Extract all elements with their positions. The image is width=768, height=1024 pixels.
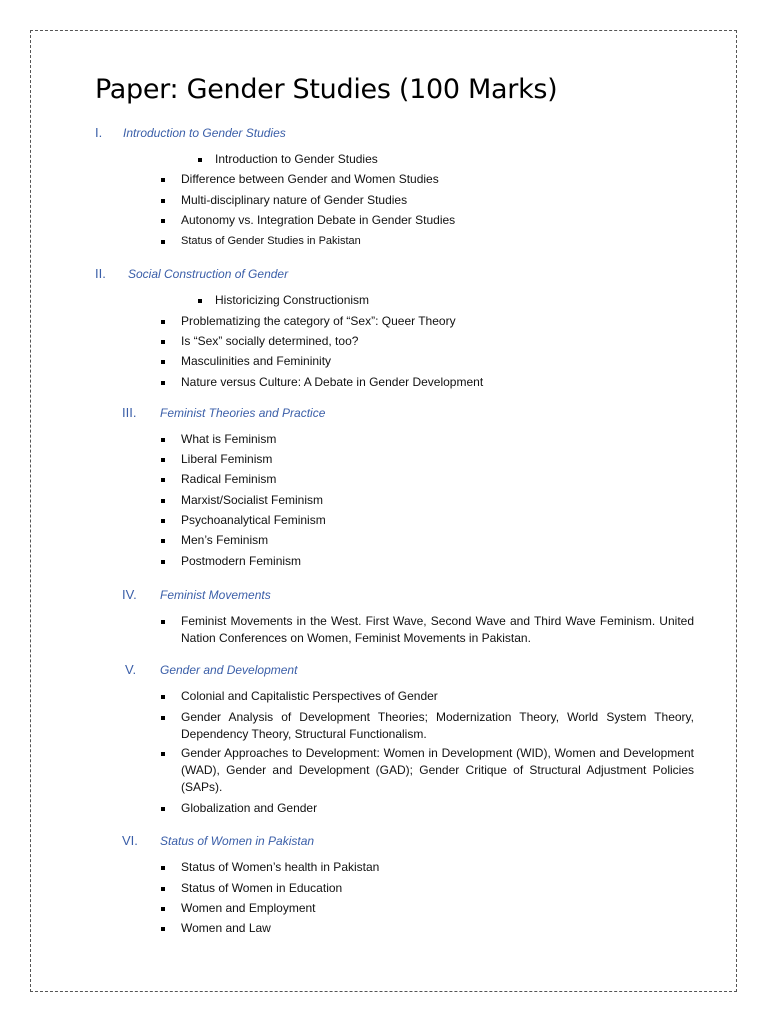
- list-item-text: Women and Law: [181, 921, 271, 935]
- bullet-icon: [161, 866, 165, 870]
- section-title: Introduction to Gender Studies: [123, 126, 286, 140]
- bullet-icon: [161, 807, 165, 811]
- list-item-text: Autonomy vs. Integration Debate in Gender Studies: [181, 213, 456, 227]
- section-title: Status of Women in Pakistan: [160, 834, 315, 848]
- list-item-text: Gender Approaches to Development: Women in Development (WID), Women and Development (WAD), Gender and Development (GAD); Gender Critique of Structural Adjustment Policies (SAPs).: [181, 746, 694, 794]
- list-item-text: Postmodern Feminism: [181, 554, 302, 568]
- section-title: Feminist Movements: [160, 588, 271, 602]
- bullet-icon: [161, 716, 165, 720]
- list-item-text: Historicizing Constructionism: [215, 293, 370, 307]
- bullet-icon: [161, 240, 165, 244]
- bullet-icon: [161, 907, 165, 911]
- list-item-text: Introduction to Gender Studies: [215, 152, 378, 166]
- bullet-icon: [161, 219, 165, 223]
- list-item-text: Nature versus Culture: A Debate in Gender Development: [181, 375, 484, 389]
- list-item-text: Liberal Feminism: [181, 452, 273, 466]
- list-item-text: Status of Women’s health in Pakistan: [181, 860, 380, 874]
- bullet-icon: [161, 560, 165, 564]
- bullet-icon: [161, 478, 165, 482]
- list-item-text: Marxist/Socialist Feminism: [181, 493, 324, 507]
- section-title: Gender and Development: [160, 663, 298, 677]
- bullet-icon: [161, 539, 165, 543]
- list-item-text: Psychoanalytical Feminism: [181, 513, 326, 527]
- section-number: II.: [95, 266, 106, 281]
- section-title: Social Construction of Gender: [128, 267, 289, 281]
- bullet-icon: [161, 620, 165, 624]
- section-number: I.: [95, 125, 103, 140]
- list-item-text: Multi-disciplinary nature of Gender Studies: [181, 193, 408, 207]
- bullet-icon: [198, 299, 202, 303]
- bullet-icon: [161, 340, 165, 344]
- list-item-text: Men’s Feminism: [181, 533, 269, 547]
- section-number: IV.: [122, 587, 137, 602]
- bullet-icon: [161, 752, 165, 756]
- bullet-icon: [161, 178, 165, 182]
- bullet-icon: [161, 199, 165, 203]
- bullet-icon: [161, 695, 165, 699]
- list-item-text: Problematizing the category of “Sex”: Queer Theory: [181, 314, 456, 328]
- list-item-text: Difference between Gender and Women Studies: [181, 172, 439, 186]
- list-item-text: Gender Analysis of Development Theories; Modernization Theory, World System Theory, Dependency Theory, Structural Functionalism.: [181, 710, 694, 741]
- bullet-icon: [161, 887, 165, 891]
- section-number: VI.: [122, 833, 138, 848]
- bullet-icon: [161, 519, 165, 523]
- bullet-icon: [161, 360, 165, 364]
- bullet-icon: [161, 927, 165, 931]
- list-item-text: Status of Women in Education: [181, 881, 343, 895]
- section-title: Feminist Theories and Practice: [160, 406, 326, 420]
- section-number: V.: [125, 662, 137, 677]
- list-item-text: Is “Sex” socially determined, too?: [181, 334, 359, 348]
- list-item-text: What is Feminism: [181, 432, 277, 446]
- list-item-text: Feminist Movements in the West. First Wave, Second Wave and Third Wave Feminism. United Nation Conferences on Women, Feminist Movements in Pakistan.: [181, 614, 694, 645]
- list-item-text: Status of Gender Studies in Pakistan: [181, 235, 361, 247]
- bullet-icon: [198, 158, 202, 162]
- list-item-text: Colonial and Capitalistic Perspectives of Gender: [181, 689, 438, 703]
- list-item-text: Masculinities and Femininity: [181, 354, 332, 368]
- list-item-text: Globalization and Gender: [181, 801, 318, 815]
- bullet-icon: [161, 458, 165, 462]
- bullet-icon: [161, 320, 165, 324]
- list-item-text: Women and Employment: [181, 901, 316, 915]
- bullet-icon: [161, 438, 165, 442]
- bullet-icon: [161, 381, 165, 385]
- page-title: Paper: Gender Studies (100 Marks): [95, 74, 558, 105]
- list-item-text: Radical Feminism: [181, 472, 277, 486]
- bullet-icon: [161, 499, 165, 503]
- section-number: III.: [122, 405, 137, 420]
